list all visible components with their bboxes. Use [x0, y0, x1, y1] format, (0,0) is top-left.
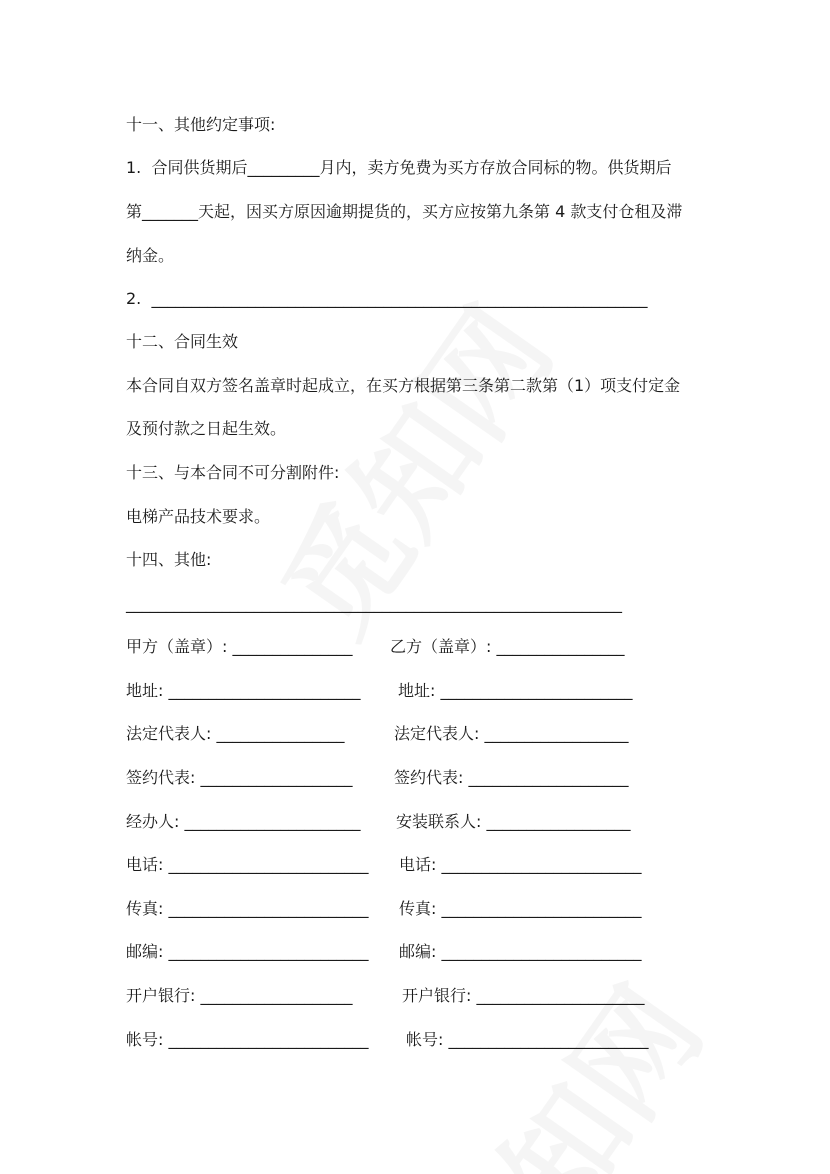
party-b-signing-rep: 签约代表: ____________________: [394, 768, 629, 787]
section-14-title: 十四、其他:: [126, 550, 212, 569]
section-11-item2: 2. ______________________________________________________________: [126, 289, 648, 308]
party-a-address: 地址: ________________________: [126, 681, 361, 700]
section-12-title: 十二、合同生效: [126, 332, 239, 351]
party-a-postcode: 邮编: _________________________: [126, 942, 369, 961]
party-a-legal-rep: 法定代表人: ________________: [126, 724, 345, 743]
section-12-body-line1: 本合同自双方签名盖章时起成立，在买方根据第三条第二款第（1）项支付定金: [126, 376, 681, 395]
party-b-account: 帐号: _________________________: [406, 1030, 649, 1049]
section-11-item1-line2: 第_______天起，因买方原因逾期提货的，买方应按第九条第 4 款支付仓租及滞: [126, 202, 683, 221]
watermark-bottom: [386, 949, 733, 1174]
party-a-bank: 开户银行: ___________________: [126, 986, 353, 1005]
section-14-blank: ______________________________________________________________: [126, 594, 622, 613]
section-13-title: 十三、与本合同不可分割附件:: [126, 463, 340, 482]
party-b-phone: 电话: _________________________: [399, 855, 642, 874]
party-a-seal: 甲方（盖章）: _______________: [126, 637, 353, 656]
party-b-address: 地址: ________________________: [398, 681, 633, 700]
party-a-handler: 经办人: ______________________: [126, 812, 361, 831]
party-b-bank: 开户银行: _____________________: [402, 986, 645, 1005]
party-b-install-contact: 安装联系人: __________________: [396, 812, 631, 831]
section-11-item1-line3: 纳金。: [126, 246, 175, 265]
party-b-postcode: 邮编: _________________________: [399, 942, 642, 961]
section-12-body-line2: 及预付款之日起生效。: [126, 419, 287, 438]
party-b-fax: 传真: _________________________: [399, 899, 642, 918]
party-a-account: 帐号: _________________________: [126, 1030, 369, 1049]
section-13-body: 电梯产品技术要求。: [126, 507, 271, 526]
party-b-legal-rep: 法定代表人: __________________: [394, 724, 629, 743]
party-a-phone: 电话: _________________________: [126, 855, 369, 874]
party-a-signing-rep: 签约代表: ___________________: [126, 768, 353, 787]
party-a-fax: 传真: _________________________: [126, 899, 369, 918]
section-11-title: 十一、其他约定事项:: [126, 115, 276, 134]
section-11-item1-line1: 1. 合同供货期后_________月内，卖方免费为买方存放合同标的物。供货期后: [126, 158, 672, 177]
party-b-seal: 乙方（盖章）: ________________: [390, 637, 625, 656]
